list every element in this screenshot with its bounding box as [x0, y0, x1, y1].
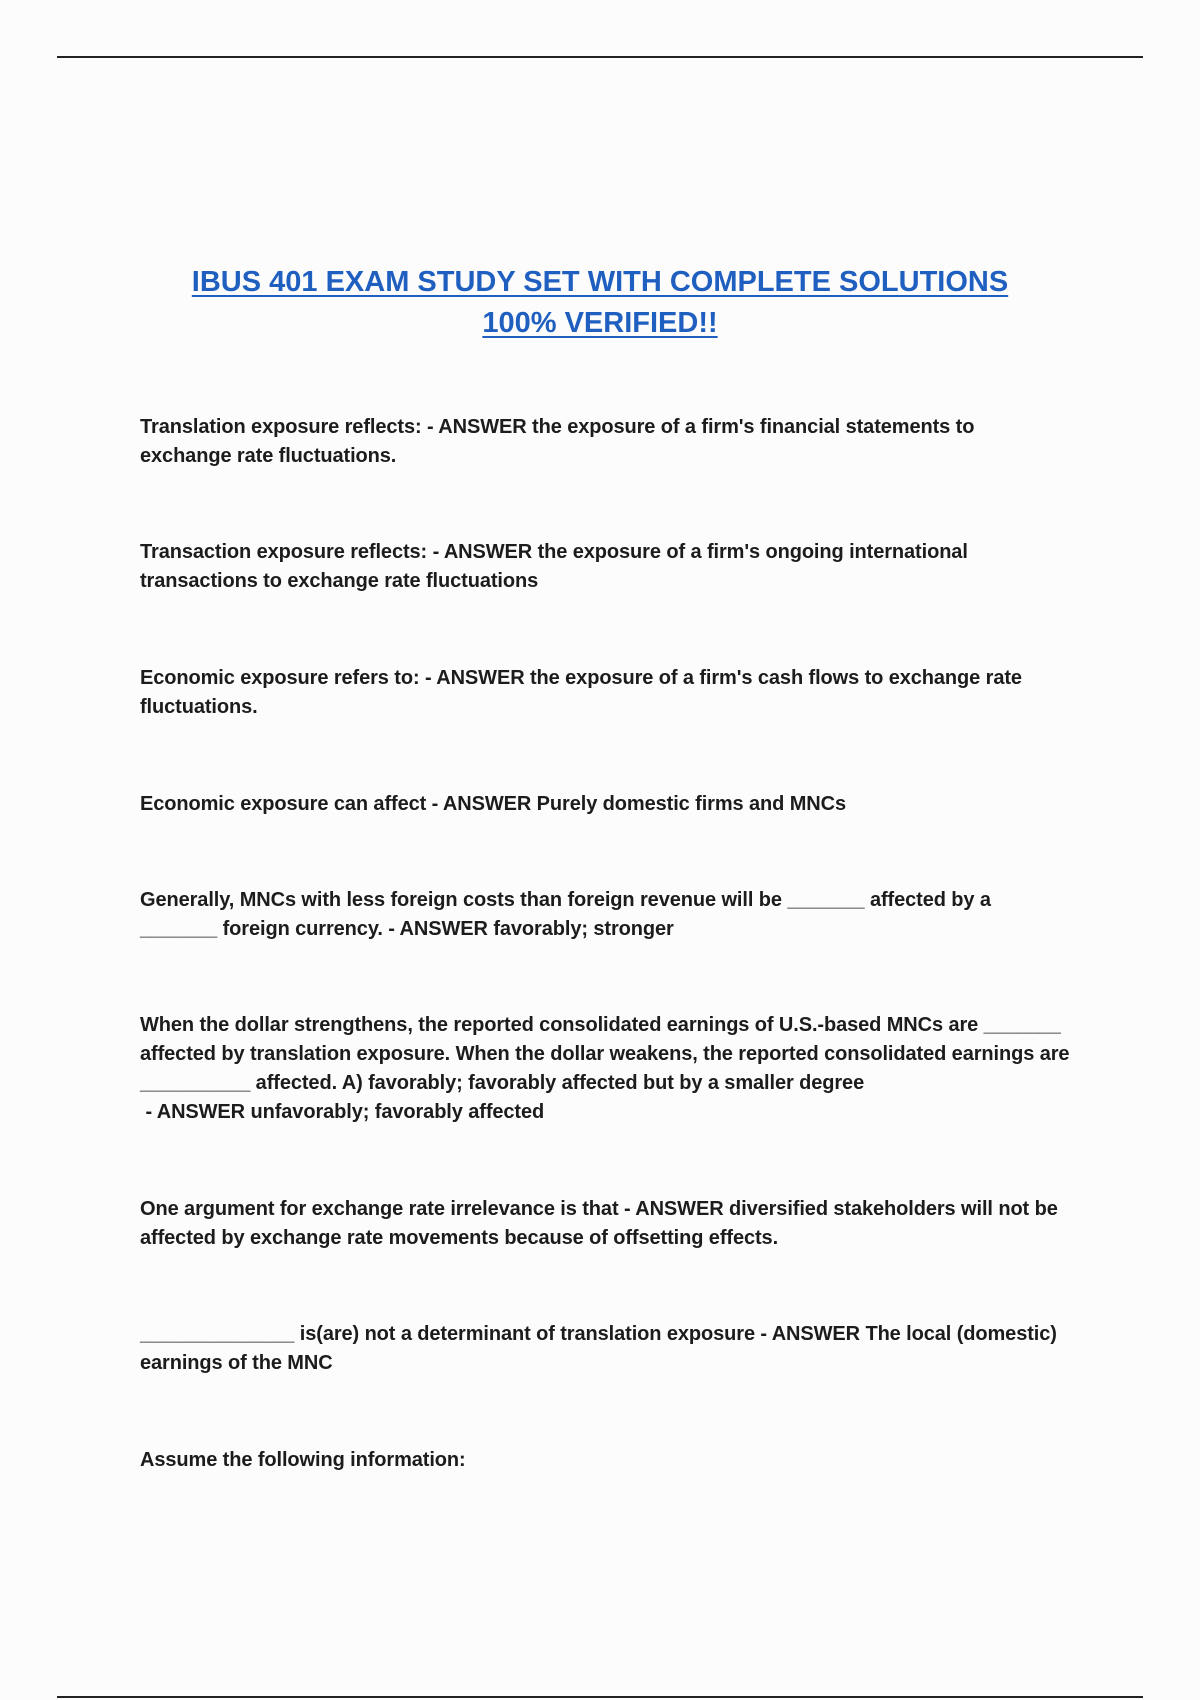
question-text: Economic exposure refers to: — [140, 667, 420, 689]
question-text: One argument for exchange rate irrelevance is that — [140, 1198, 619, 1220]
title-line-2: 100% VERIFIED!! — [482, 307, 718, 339]
qa-item — [140, 664, 1070, 722]
answer-text: diversified stakeholders will not be affected by exchange rate movements because of offsetting effects. — [140, 1198, 1058, 1249]
bottom-rule — [57, 1696, 1143, 1698]
answer-separator: - ANSWER — [421, 416, 533, 438]
title-line-1: IBUS 401 EXAM STUDY SET WITH COMPLETE SOLUTIONS — [191, 266, 1009, 298]
answer-separator: - ANSWER — [426, 793, 537, 815]
answer-text: unfavorably; favorably affected — [250, 1101, 545, 1123]
qa-item — [140, 1320, 1070, 1378]
question-text: ______________ is(are) not a determinant of translation exposure — [140, 1323, 755, 1345]
answer-separator: - ANSWER — [140, 1101, 251, 1123]
question-text: Generally, MNCs with less foreign costs than foreign revenue will be _______ affected by a _______ foreign currency. — [140, 889, 991, 940]
question-text: Transaction exposure reflects: — [140, 541, 428, 563]
question-text: Translation exposure reflects: — [140, 416, 422, 438]
qa-item — [140, 1446, 1070, 1475]
answer-text: the exposure of a firm's ongoing international transactions to exchange rate fluctuations — [140, 541, 968, 592]
answer-separator: - ANSWER — [754, 1323, 866, 1345]
question-text: When the dollar strengthens, the reported consolidated earnings of U.S.-based MNCs are _______ affected by translation exposure. When the dollar weakens, the reported consolidated earnings are __________ affected. A) favorably; favorably affected but by a smaller degree — [140, 1014, 1070, 1094]
answer-separator: - ANSWER — [382, 918, 494, 940]
qa-item — [140, 538, 1070, 596]
answer-text: Purely domestic firms and MNCs — [536, 793, 846, 815]
answer-separator: - ANSWER — [427, 541, 538, 563]
qa-item — [140, 790, 1070, 819]
qa-item — [140, 1195, 1070, 1253]
question-text: Economic exposure can affect — [140, 793, 427, 815]
answer-text: favorably; stronger — [493, 918, 674, 940]
qa-item — [140, 1011, 1070, 1127]
answer-text: the exposure of a firm's financial statements to exchange rate fluctuations. — [140, 416, 975, 467]
answer-text: the exposure of a firm's cash flows to exchange rate fluctuations. — [140, 667, 1022, 718]
answer-separator: - ANSWER — [419, 667, 530, 689]
answer-text: The local (domestic) earnings of the MNC — [140, 1323, 1057, 1374]
qa-item — [140, 886, 1070, 944]
top-rule — [57, 56, 1143, 58]
question-text: Assume the following information: — [140, 1449, 466, 1471]
answer-separator: - ANSWER — [618, 1198, 729, 1220]
qa-item — [140, 413, 1070, 471]
document-title — [100, 262, 1100, 344]
